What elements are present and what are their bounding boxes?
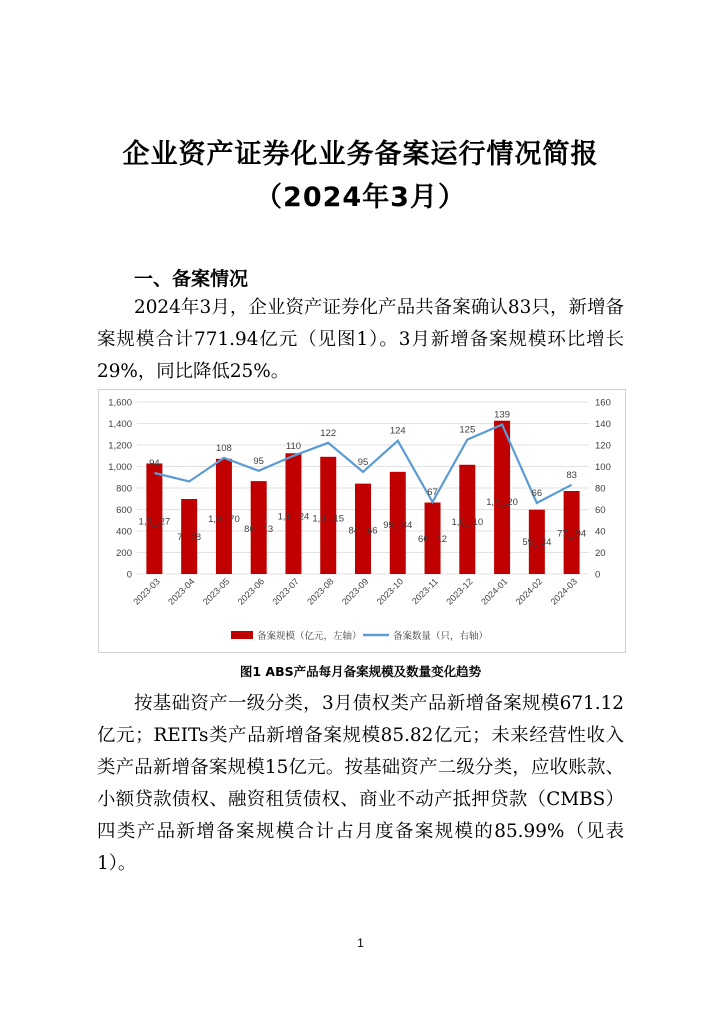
left-axis-tick-label: 600 [116, 505, 132, 516]
left-axis-tick-label: 400 [116, 526, 132, 538]
bar-data-label: 86_.13 [244, 524, 274, 536]
left-axis-tick-label: 1,000 [108, 462, 132, 473]
legend-bar-label: 备案规模（亿元，左轴） [257, 631, 362, 642]
bar-data-label: 1,4_.20 [486, 497, 518, 509]
bar-data-label: 77_.94 [557, 528, 587, 540]
right-axis-tick-label: 40 [595, 526, 606, 538]
bar-data-label: 1,1_.24 [277, 511, 310, 523]
category-tick-label: 2024-02 [513, 576, 545, 607]
line-data-label: 67 [427, 486, 438, 498]
right-axis-tick-label: 100 [595, 462, 611, 473]
left-axis-tick-label: 0 [126, 569, 132, 581]
category-tick-label: 2023-08 [305, 576, 336, 607]
left-axis-tick-label: 200 [116, 548, 132, 559]
category-tick-label: 2024-01 [479, 576, 510, 607]
left-axis-tick-label: 1,200 [108, 440, 132, 452]
category-tick-label: 2023-03 [131, 576, 162, 607]
bar-data-label: 59_.34 [522, 537, 552, 549]
right-axis-tick-label: 120 [595, 440, 611, 452]
line-data-label: 66 [531, 488, 543, 500]
category-tick-label: 2023-06 [235, 576, 267, 607]
line-data-label: 94 [149, 457, 160, 469]
bar-data-label: 66_.12 [418, 533, 448, 545]
document-subtitle: （2024年3月） [255, 182, 466, 213]
document-title: 企业资产证券化业务备案运行情况简报 [122, 139, 599, 170]
line-data-label: 122 [320, 427, 337, 439]
right-axis-tick-label: 0 [595, 569, 601, 581]
right-axis-tick-label: 160 [595, 397, 611, 409]
category-tick-label: 2024-03 [548, 576, 580, 607]
line-data-label: 124 [389, 425, 406, 437]
bar-data-label: 1,0_.15 [312, 513, 345, 525]
line-data-label: 108 [215, 442, 232, 454]
section-heading-filing: 一、备案情况 [134, 268, 249, 290]
category-tick-label: 2023-12 [444, 576, 475, 607]
line-data-label: 125 [459, 424, 476, 436]
page-number: 1 [357, 936, 364, 950]
legend-bar-swatch [231, 631, 253, 639]
figure-caption: 图1 ABS产品每月备案规模及数量变化趋势 [239, 664, 482, 679]
category-tick-label: 2023-11 [409, 576, 440, 607]
line-data-label: 139 [494, 409, 511, 421]
left-axis-tick-label: 1,600 [108, 397, 132, 409]
left-axis-tick-label: 1,400 [108, 419, 132, 430]
bar-data-label: 7_.78 [177, 532, 202, 544]
legend-line-label: 备案数量（只，右轴） [393, 631, 489, 642]
line-data-label: 110 [285, 440, 302, 452]
line-data-label: 95 [253, 455, 264, 467]
bar-data-label: 95_.34 [383, 520, 413, 532]
left-axis-tick-label: 800 [116, 483, 132, 495]
abs-filing-chart [98, 389, 626, 653]
category-tick-label: 2023-10 [374, 576, 406, 607]
bar-data-label: 1,0_.70 [208, 514, 240, 526]
filing-summary-paragraph: 2024年3月，企业资产证券化产品共备案确认83只，新增备案规模合计771.94亿元（见图1）。3月新增备案规模环比增长29%，同比降低25%。 [97, 297, 624, 382]
line-data-label: 83 [566, 469, 577, 481]
category-tick-label: 2023-05 [200, 576, 232, 607]
asset-classification-paragraph: 按基础资产一级分类，3月债权类产品新增备案规模671.12亿元；REITs类产品新增备案规模85.82亿元；未来经营性收入类产品新增备案规模15亿元。按基础资产二级分类，应收账款、小额贷款债权、融资租赁债权、商业不动产抵押贷款（CMBS）四类产品新增备案规模合计占月度备案规模的85.99%（见表1）。 [97, 693, 624, 874]
right-axis-tick-label: 60 [595, 505, 606, 516]
category-tick-label: 2023-09 [339, 576, 371, 607]
right-axis-tick-label: 140 [595, 419, 611, 430]
chart-canvas [99, 390, 625, 652]
bar-data-label: 1,0_.10 [451, 516, 484, 528]
right-axis-tick-label: 80 [595, 483, 606, 495]
right-axis-tick-label: 20 [595, 548, 606, 559]
bar-data-label: 84_.66 [348, 525, 378, 537]
bar-data-label: 1,0_.27 [138, 516, 171, 528]
line-data-label: 95 [357, 456, 369, 468]
category-tick-label: 2023-07 [270, 576, 301, 607]
category-tick-label: 2023-04 [166, 576, 197, 607]
